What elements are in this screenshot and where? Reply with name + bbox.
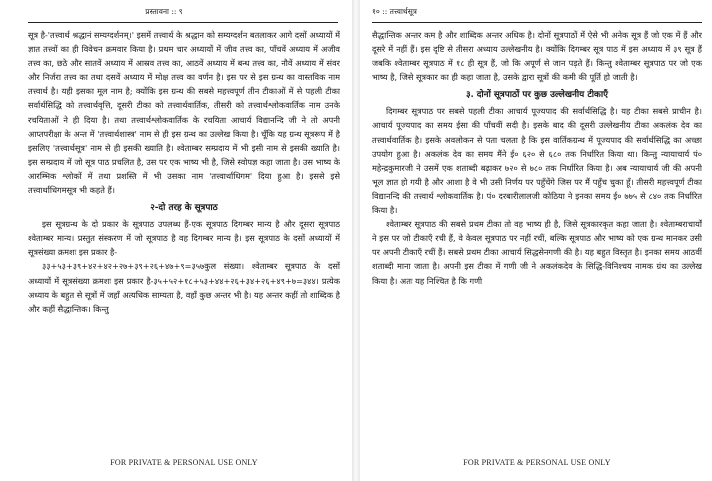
paragraph: सैद्धान्तिक अन्तर कम है और शाब्दिक अन्तर अधिक है। दोनों सूत्रपाठों में ऐसे भी अनेक सूत्र हैं जो एक में हैं और दूसरे में नहीं हैं। इस दृष्टि से तीसरा अध्याय उल्लेखनीय है। क्योंकि दिगम्बर सूत्र पाठ में इस अध्याय में ३९ सूत्र हैं जबकि श्वेताम्बर सूत्रपाठ में १८ ही सूत्र हैं, जो कि अपूर्ण से जान पड़ते हैं। किन्तु श्वेताम्बर सूत्रपाठ पर जो एक भाष्य है, जिसे सूत्रकार का ही कहा जाता है, उसके द्वारा सूत्रों की कमी की पूर्ति हो जाती है। <box>372 30 702 83</box>
page-header: प्रस्तावना :: ९ <box>145 7 183 16</box>
header-rule <box>372 22 702 23</box>
paragraph: श्वेताम्बर सूत्रपाठ की सबसे प्रथम टीका तो वह भाष्य ही है, जिसे सूत्रकारकृत कहा जाता है। श्वेताम्बराचार्यों ने इस पर जो टीकाएँ रची हैं, वे केवल सूत्रपाठ पर नहीं रचीं, बल्कि सूत्रपाठ और भाष्य को एक ग्रन्थ मानकर उसी पर अपनी टीकाएँ रचीं हैं। सबसे प्रथम टीका आचार्य सिद्धसेनगणी की है। यह बहुत विस्तृत है। इनका समय आठवीं शताब्दी माना जाता है। अपनी इस टीका में गणी जी ने अकलंकदेव के सिद्धि-विनिश्चय नामक ग्रंथ का उल्लेख किया है। अतः यह निश्चित है कि गणी <box>372 219 702 286</box>
paragraph: इस सूत्रग्रन्थ के दो प्रकार के सूत्रपाठ उपलब्ध हैं-एक सूत्रपाठ दिगम्बर मान्य है और दूसरा सूत्रपाठ श्वेताम्बर मान्य। प्रस्तुत संस्करण में जो सूत्रपाठ है वह दिगम्बर मान्य है। इस सूत्रपाठ के दसों अध्यायों में सूत्रसंख्या क्रमशः इस प्रकार है- <box>28 219 340 258</box>
book-gutter <box>352 0 360 481</box>
header-rule <box>28 22 338 23</box>
page-header: १० :: तत्त्वार्थसूत्र <box>372 7 417 16</box>
left-page <box>0 0 352 481</box>
page-body <box>372 28 702 451</box>
paragraph: ३३+५३+३९+४२+४२+२७+३९+२६+४७+९=३५७कुल संख्या। श्वेताम्बर सूत्रपाठ के दसों अध्यायों में सूत्रसंख्या क्रमशः इस प्रकार है-३५+५२+१८+५३+४४+२६+३४+२६+४९+७=३४४। प्रत्येक अध्याय के बहुत से सूत्रों में जहाँ अत्यधिक साम्यता है, वहाँ कुछ अन्तर भी है। यह अन्तर कहीं तो शाब्दिक है और कहीं सैद्धान्तिक। किन्तु <box>28 261 340 314</box>
page-footer: FOR PRIVATE & PERSONAL USE ONLY <box>110 458 258 467</box>
section-heading: २-दो तरह के सूत्रपाठ <box>150 203 218 214</box>
right-page <box>360 0 712 481</box>
paragraph: दिगम्बर सूत्रपाठ पर सबसे पहली टीका आचार्य पूज्यपाद की सर्वार्थसिद्धि है। यह टीका सबसे प्राचीन है। आचार्य पूज्यपाद का समय ईसा की पाँचवीं सदी है। इसके बाद की दूसरी उल्लेखनीय टीका अकलंक देव का तत्त्वार्थवार्तिक है। इसके अवलोकन से पता चलता है कि इस वार्तिकग्रन्थ में पूज्यपाद की सर्वार्थसिद्धि का अच्छा उपयोग हुआ है। अकलंक देव का समय मैंने ई० ६२० से ६८० तक निर्धारित किया था। किन्तु न्यायाचार्य पं० महेन्द्रकुमारजी ने उसमें एक शताब्दी बढ़ाकर ७२० से ७८० तक निर्धारित किया है। अब न्यायाचार्य जी की अपनी भूल ज्ञात हो गयी है और आशा है वे भी उसी निर्णय पर पहुँचेंगे जिस पर मैं पहुँच चुका हूँ। तीसरी महत्त्वपूर्ण टीका विद्यानन्दि की तत्त्वार्थ श्लोकवार्तिक है। पं० दरबारीलालजी कोठिया ने इनका समय ई० ७७५ से ८४० तक निर्धारित किया है। <box>372 106 702 216</box>
page-footer: FOR PRIVATE & PERSONAL USE ONLY <box>463 458 611 467</box>
page-body <box>28 28 340 451</box>
paragraph: सूत्र है-'तत्त्वार्थ श्रद्धानं सम्यग्दर्शनम्।' इसमें तत्त्वार्थ के श्रद्धान को सम्यग्दर्शन बतलाकर आगे दसों अध्यायों में ज्ञात तत्त्वों का ही विवेचन क्रमवार किया है। प्रथम चार अध्यायों में जीव तत्त्व का, पाँचवें अध्याय में अजीव तत्त्व का, छठे और सातवें अध्याय में आस्रव तत्त्व का, आठवें अध्याय में बन्ध तत्त्व का, नौवें अध्याय में संवर और निर्जरा तत्त्व का तथा दसवें अध्याय में मोक्ष तत्त्व का वर्णन है। इस पर से इस ग्रन्थ का वास्तविक नाम तत्त्वार्थ है। यही इसका मूल नाम है; क्योंकि इस ग्रन्थ की सबसे महत्त्वपूर्ण तीन टीकाओं में से पहली टीका सर्वार्थसिद्धि को तत्त्वार्थवृत्ति, दूसरी टीका को तत्त्वार्थवार्तिक, तीसरी को तत्त्वार्थश्लोकवार्तिक नाम उनके रचयिताओं ने ही दिया है। तथा तत्त्वार्थश्लोकवार्तिक के रचयिता आचार्य विद्यानन्दि जी ने तो अपनी आप्तपरीक्षा के अन्त में 'तत्त्वार्थशास्त्र' नाम से ही इस ग्रन्थ का उल्लेख किया है। चूँकि यह ग्रन्थ सूत्ररूप में है इसलिए 'तत्त्वार्थसूत्र' नाम से ही इसकी ख्याति है। श्वेताम्बर सम्प्रदाय में भी इसी नाम से इसकी ख्याति है। इस सम्प्रदाय में जो सूत्र पाठ प्रचलित है, उस पर एक भाष्य भी है, जिसे स्वोपज्ञ कहा जाता है। उस भाष्य के आरम्भिक श्लोकों में तथा प्रशस्ति में भी उसका नाम 'तत्त्वार्थाधिगम' दिया हुआ है। इससे इसे तत्त्वार्थाधिगमसूत्र भी कहते हैं। <box>28 30 340 196</box>
section-heading: ३. दोनों सूत्रपाठों पर कुछ उल्लेखनीय टीकाएँ <box>466 90 608 101</box>
